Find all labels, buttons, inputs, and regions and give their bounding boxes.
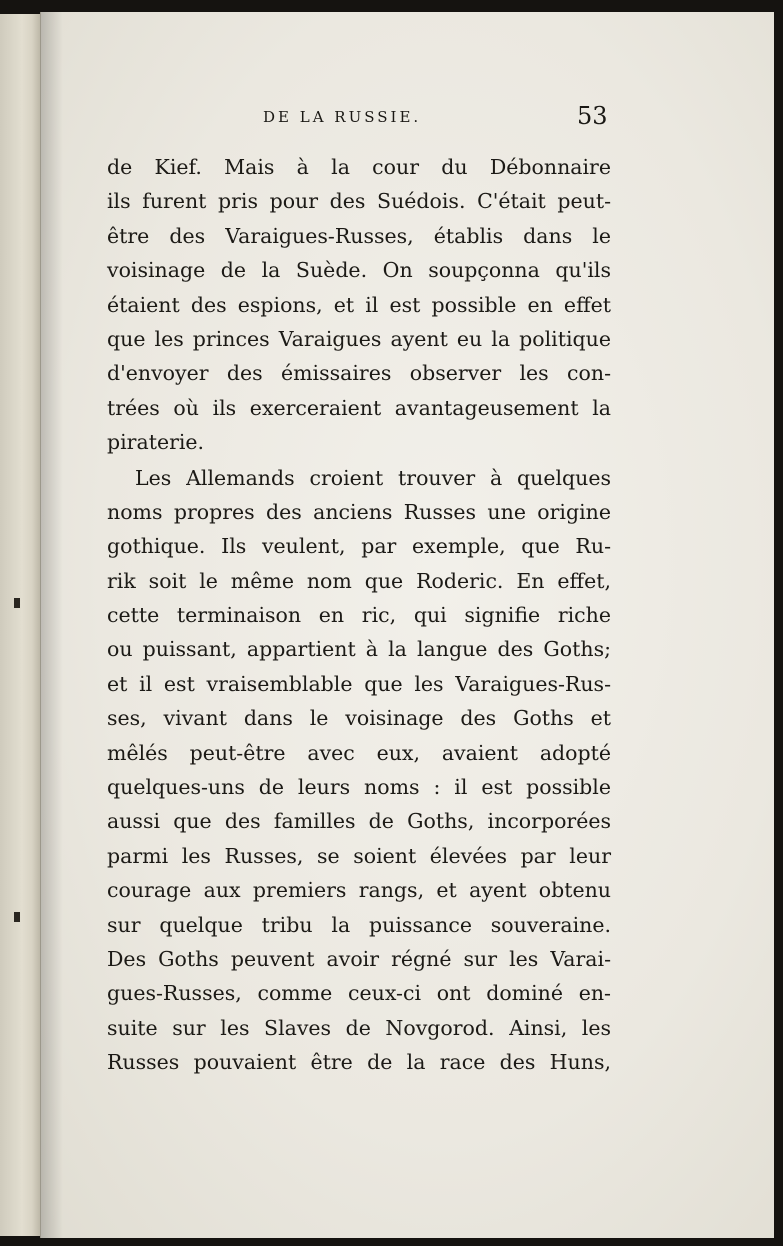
text-line: Russes pouvaient être de la race des Huns, bbox=[107, 1050, 611, 1075]
text-line: voisinage de la Suède. On soupçonna qu'ils bbox=[107, 258, 611, 283]
body-text bbox=[107, 150, 611, 1080]
text-line: rik soit le même nom que Roderic. En effet, bbox=[107, 568, 611, 593]
text-line: aussi que des familles de Goths, incorporées bbox=[107, 809, 611, 834]
text-line: piraterie. bbox=[107, 430, 205, 455]
text-line: être des Varaigues-Russes, établis dans le bbox=[107, 223, 611, 248]
text-line: Des Goths peuvent avoir régné sur les Varai- bbox=[107, 946, 611, 971]
text-line: Les Allemands croient trouver à quelques bbox=[135, 465, 611, 490]
text-line: trées où ils exerceraient avantageusement la bbox=[107, 395, 611, 420]
text-line: que les princes Varaigues ayent eu la politique bbox=[107, 326, 611, 351]
text-line: et il est vraisemblable que les Varaigues-Rus- bbox=[107, 671, 611, 696]
gutter-shadow bbox=[41, 12, 63, 1238]
page-edge-mark bbox=[14, 598, 20, 608]
paragraph bbox=[107, 461, 611, 1080]
page-header bbox=[41, 102, 774, 138]
text-line: courage aux premiers rangs, et ayent obtenu bbox=[107, 878, 611, 903]
book-page bbox=[40, 12, 774, 1238]
text-line: mêlés peut-être avec eux, avaient adopté bbox=[107, 740, 611, 765]
text-line: gues-Russes, comme ceux-ci ont dominé en- bbox=[107, 981, 611, 1006]
text-line: de Kief. Mais à la cour du Débonnaire bbox=[107, 155, 611, 179]
paragraph bbox=[107, 150, 611, 460]
text-line: ses, vivant dans le voisinage des Goths et bbox=[107, 706, 611, 731]
text-line: gothique. Ils veulent, par exemple, que Ru- bbox=[107, 534, 611, 559]
text-line: étaient des espions, et il est possible en effet bbox=[107, 292, 611, 317]
left-page-edge bbox=[0, 14, 42, 1236]
page-edge-mark bbox=[14, 912, 20, 922]
running-head: DE LA RUSSIE. bbox=[263, 108, 422, 126]
text-line: ils furent pris pour des Suédois. C'était peut- bbox=[107, 189, 611, 214]
text-line: ou puissant, appartient à la langue des Goths; bbox=[107, 637, 611, 662]
text-line: noms propres des anciens Russes une origine bbox=[107, 499, 611, 524]
text-line: d'envoyer des émissaires observer les con- bbox=[107, 361, 611, 386]
text-line: suite sur les Slaves de Novgorod. Ainsi, les bbox=[107, 1015, 611, 1040]
text-line: cette terminaison en ric, qui signifie riche bbox=[107, 603, 611, 628]
text-line: parmi les Russes, se soient élevées par leur bbox=[107, 843, 611, 868]
text-line: sur quelque tribu la puissance souveraine. bbox=[107, 912, 611, 937]
page-number: 53 bbox=[577, 102, 608, 130]
text-line: quelques-uns de leurs noms : il est possible bbox=[107, 775, 611, 800]
